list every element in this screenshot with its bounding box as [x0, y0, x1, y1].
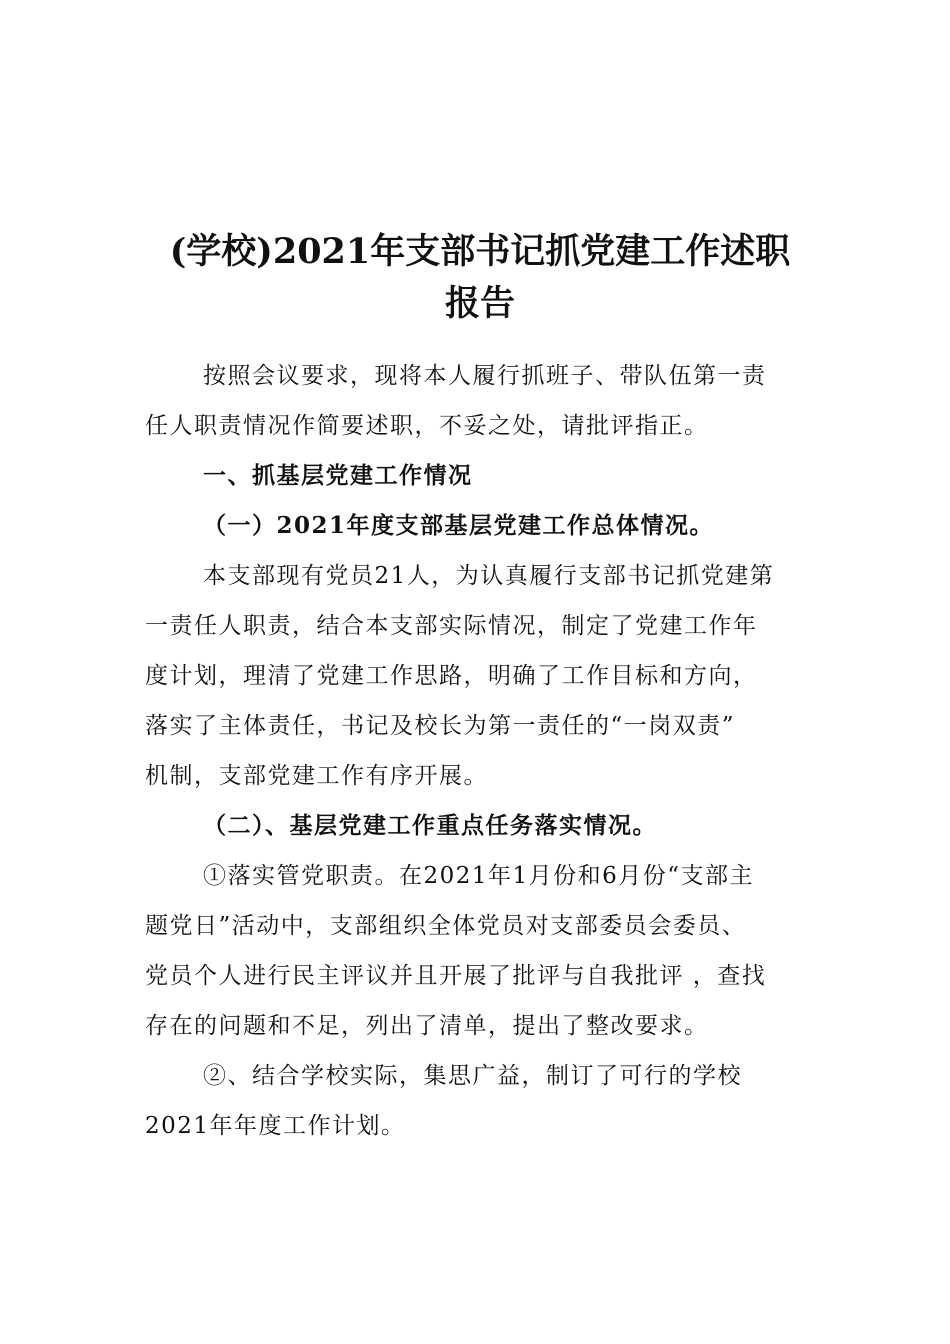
paragraph-task1-line-1: ①落实管党职责。在2021年1月份和6月份“支部主	[203, 863, 755, 889]
paragraph-task1-line-2: 题党日”活动中，支部组织全体党员对支部委员会委员、	[145, 913, 747, 939]
section-heading-1: 一、抓基层党建工作情况	[203, 462, 473, 489]
subsection-heading-2: （二）、基层党建工作重点任务落实情况。	[203, 812, 657, 839]
subsection-heading-1: （一）2021年度支部基层党建工作总体情况。	[203, 512, 715, 539]
paragraph-overview-line-1: 本支部现有党员21人，为认真履行支部书记抓党建第	[203, 563, 775, 589]
paragraph-overview-line-4: 落实了主体责任，书记及校长为第一责任的“一岗双责”	[145, 713, 736, 739]
paragraph-overview-line-2: 一责任人职责，结合本支部实际情况，制定了党建工作年	[145, 613, 758, 639]
paragraph-task1-line-3: 党员个人进行民主评议并且开展了批评与自我批评 ，查找	[145, 963, 767, 989]
paragraph-intro-line-1: 按照会议要求，现将本人履行抓班子、带队伍第一责	[203, 363, 767, 389]
paragraph-intro-line-2: 任人职责情况作简要述职，不妥之处，请批评指正。	[145, 413, 709, 439]
paragraph-task2-line-1: ②、结合学校实际，集思广益，制订了可行的学校	[203, 1063, 742, 1089]
paragraph-overview-line-3: 度计划，理清了党建工作思路，明确了工作目标和方向，	[145, 663, 758, 689]
document-title-line-1: (学校)2021年支部书记抓党建工作述职	[169, 231, 791, 272]
document-title-line-2: 报告	[444, 283, 515, 324]
paragraph-task1-line-4: 存在的问题和不足，列出了清单，提出了整改要求。	[145, 1013, 709, 1039]
paragraph-overview-line-5: 机制，支部党建工作有序开展。	[145, 763, 488, 789]
paragraph-task2-line-2: 2021年年度工作计划。	[145, 1113, 406, 1139]
